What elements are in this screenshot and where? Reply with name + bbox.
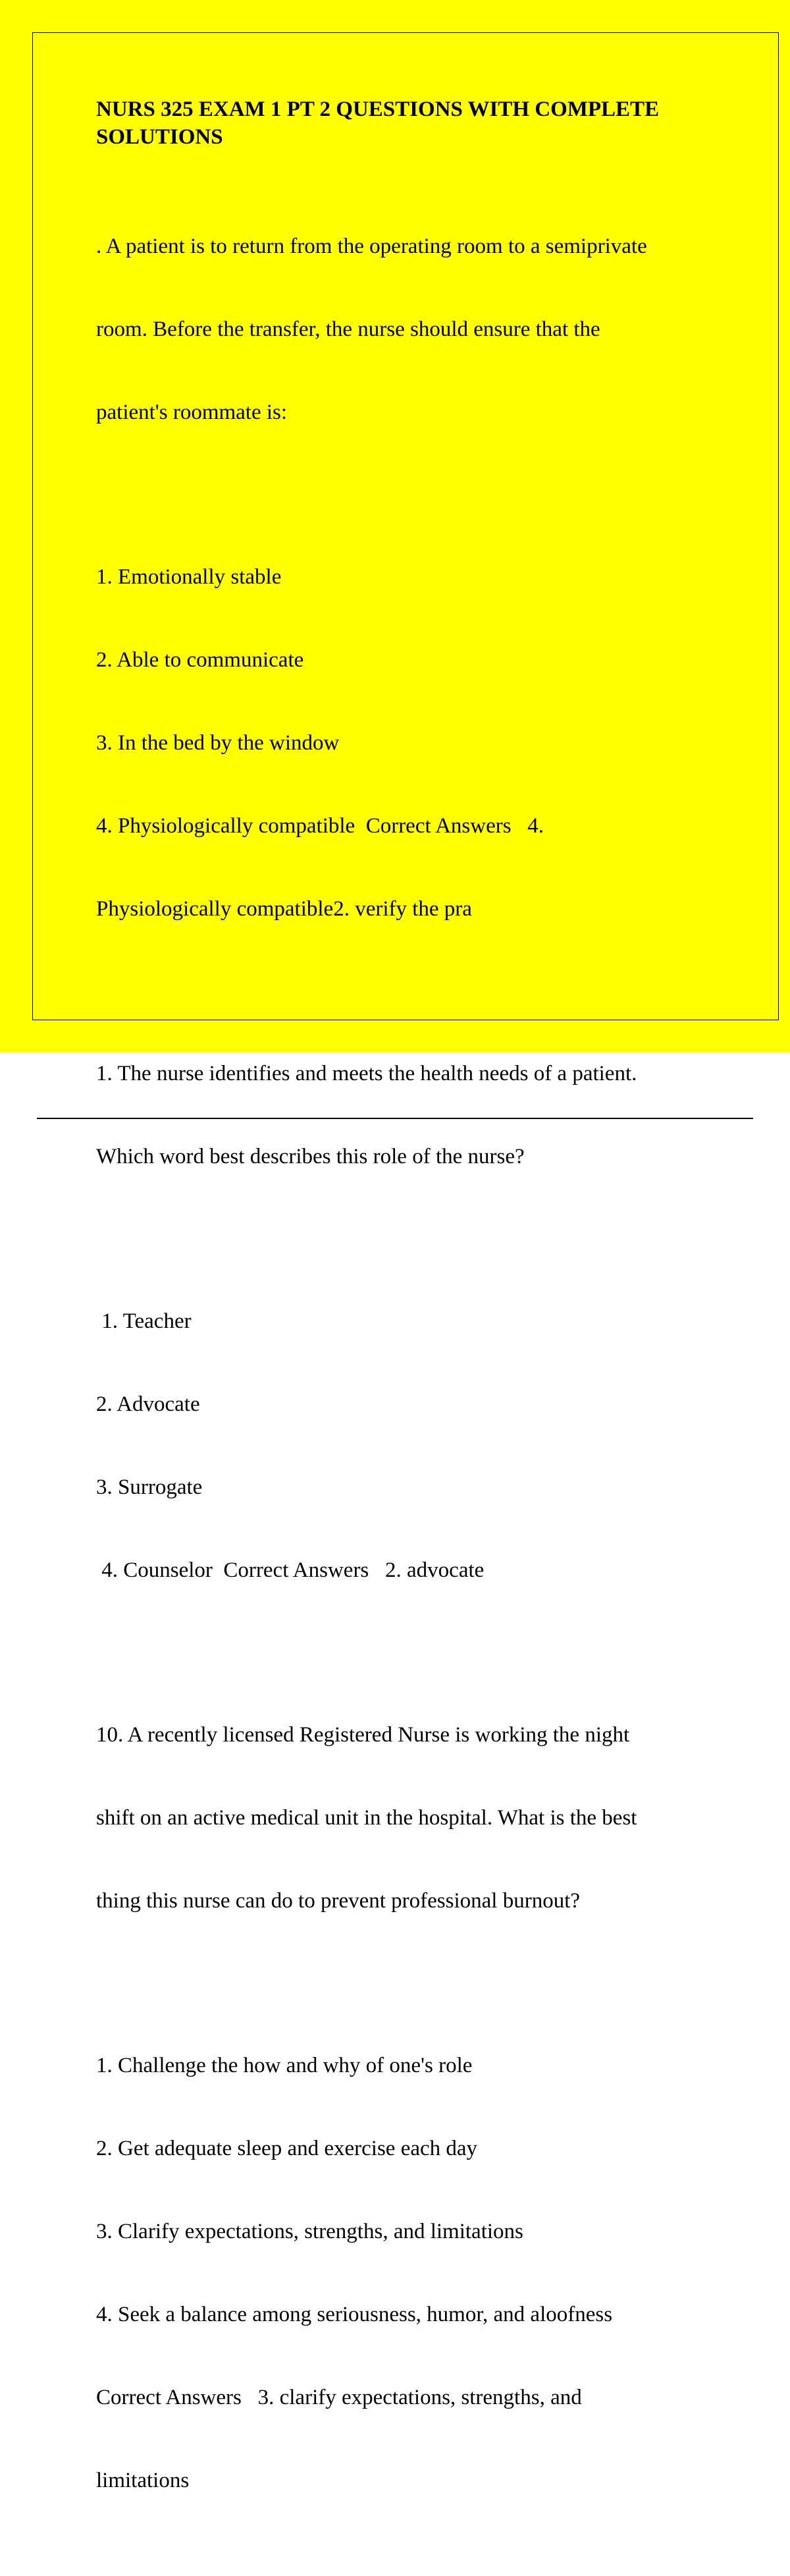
page-divider xyxy=(37,1118,753,1119)
title-line: SOLUTIONS xyxy=(96,125,223,149)
option-line: 2. Advocate xyxy=(96,1392,200,1416)
text-line: room. Before the transfer, the nurse should ensure that the xyxy=(96,317,600,341)
option-line: 4. Physiologically compatible Correct Answers 4. xyxy=(96,814,544,838)
text-line: patient's roommate is: xyxy=(96,400,288,424)
question-3-options xyxy=(96,1996,754,2550)
title-line: NURS 325 EXAM 1 PT 2 QUESTIONS WITH COMPLETE xyxy=(96,97,660,121)
question-2-stem xyxy=(96,1004,754,1226)
option-line: 2. Get adequate sleep and exercise each day xyxy=(96,2137,478,2160)
option-line: 1. Teacher xyxy=(96,1309,192,1333)
text-line: 10. A recently licensed Registered Nurse is working the night xyxy=(96,1723,630,1747)
question-3-stem xyxy=(96,1666,754,1970)
text-line: thing this nurse can do to prevent professional burnout? xyxy=(96,1889,581,1913)
option-line: 1. Challenge the how and why of one's role xyxy=(96,2054,473,2077)
question-2-options xyxy=(96,1252,754,1639)
document-content xyxy=(96,96,754,2576)
option-line: 3. In the bed by the window xyxy=(96,731,340,755)
text-line: shift on an active medical unit in the hospital. What is the best xyxy=(96,1806,637,1830)
option-line: Correct Answers 3. clarify expectations, strengths, and xyxy=(96,2386,582,2409)
option-line: limitations xyxy=(96,2469,190,2492)
option-line: 3. Surrogate xyxy=(96,1475,203,1499)
option-line: 4. Seek a balance among seriousness, humor, and aloofness xyxy=(96,2303,613,2326)
option-line: 4. Counselor Correct Answers 2. advocate xyxy=(96,1558,485,1582)
question-1-options xyxy=(96,508,754,978)
text-line: . A patient is to return from the operating room to a semiprivate xyxy=(96,234,647,258)
question-1-stem xyxy=(96,177,754,481)
option-line: 3. Clarify expectations, strengths, and limitations xyxy=(96,2220,523,2243)
option-line: 2. Able to communicate xyxy=(96,648,304,672)
option-line: 1. Emotionally stable xyxy=(96,565,282,589)
text-line: 1. The nurse identifies and meets the health needs of a patient. xyxy=(96,1062,637,1085)
document-title xyxy=(96,96,754,151)
option-line: Physiologically compatible2. verify the pra xyxy=(96,897,472,921)
text-line: Which word best describes this role of the nurse? xyxy=(96,1145,525,1168)
